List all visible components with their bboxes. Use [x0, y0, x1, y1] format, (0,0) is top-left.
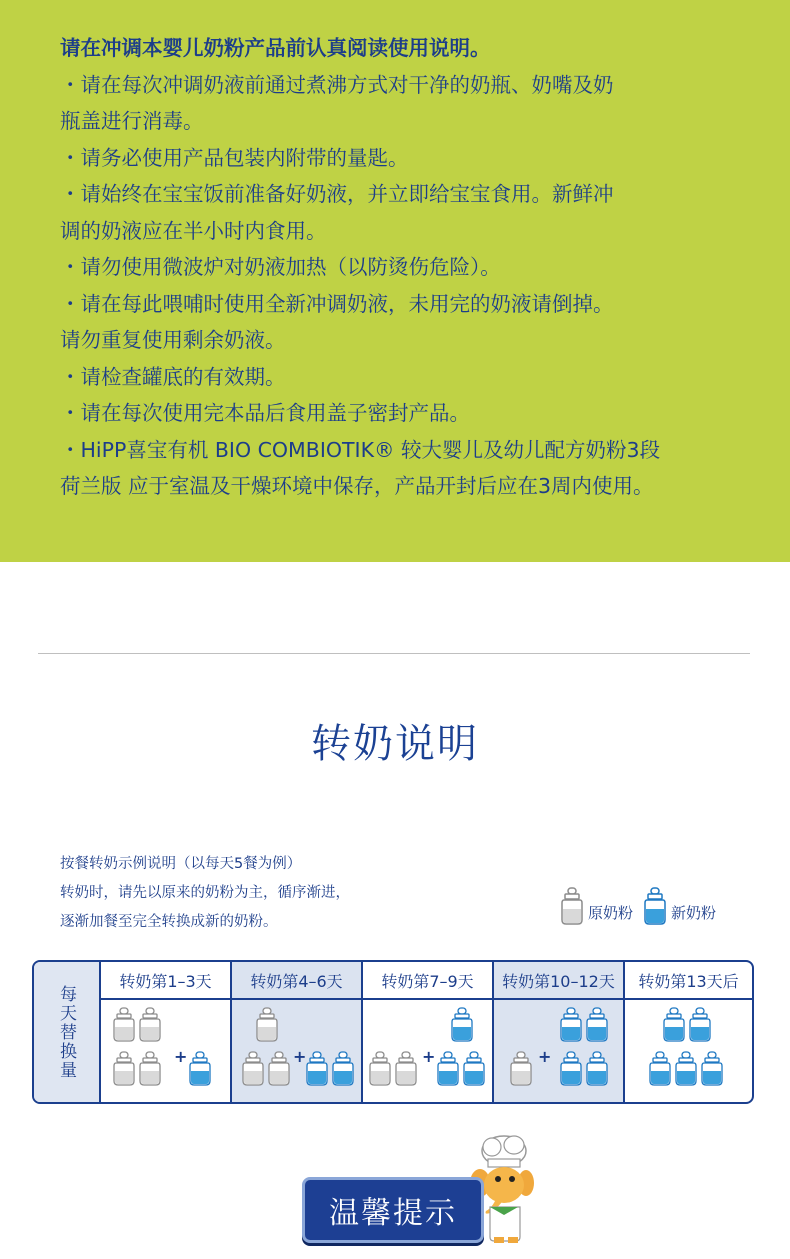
blue-bottle-icon [650, 1052, 670, 1085]
transition-table [32, 960, 754, 1104]
blue-bottle-icon [561, 1052, 581, 1085]
section-divider [38, 653, 750, 654]
instruction-line: 调的奶液应在半小时内食用。 [60, 218, 327, 243]
column-header: 转奶第13天后 [625, 962, 752, 1000]
instruction-line: 瓶盖进行消毒。 [60, 109, 204, 133]
legend-new [643, 887, 716, 925]
legend-old-label: 原奶粉 [588, 904, 634, 922]
blue-bottle-icon [664, 1008, 684, 1041]
table-column [494, 962, 625, 1102]
instruction-line: ・请在每此喂哺时使用全新冲调奶液，未用完的奶液请倒掉。 [60, 291, 614, 316]
instruction-line: ・请在每次使用完本品后食用盖子密封产品。 [60, 401, 470, 425]
bottle-cell [363, 1000, 494, 1102]
column-header: 转奶第10–12天 [494, 962, 623, 1000]
grey-bottle-icon [560, 887, 584, 925]
instructions-heading: 请在冲调本婴儿奶粉产品前认真阅读使用说明。 [60, 36, 491, 60]
blue-bottle-icon [702, 1052, 722, 1085]
section-title: 转奶说明 [311, 721, 479, 767]
grey-bottle-icon [114, 1052, 134, 1085]
blue-bottle-icon [587, 1052, 607, 1085]
blue-bottle-icon [561, 1008, 581, 1041]
instruction-line: ・请勿使用微波炉对奶液加热（以防烫伤危险）。 [60, 255, 501, 279]
blue-bottle-icon [307, 1052, 327, 1085]
grey-bottle-icon [269, 1052, 289, 1085]
instruction-line: ・请务必使用产品包装内附带的量匙。 [60, 145, 409, 170]
instruction-line: 请勿重复使用剩余奶液。 [60, 328, 286, 352]
legend-old [560, 887, 633, 925]
legend [560, 887, 726, 925]
table-column [232, 962, 363, 1102]
blue-bottle-icon [190, 1052, 210, 1085]
blue-bottle-icon [452, 1008, 472, 1041]
blue-bottle-icon [464, 1052, 484, 1085]
blue-bottle-icon [690, 1008, 710, 1041]
column-header: 转奶第7–9天 [363, 962, 492, 1000]
grey-bottle-icon [140, 1008, 160, 1041]
instruction-line: ・请在每次冲调奶液前通过煮沸方式对干净的奶瓶、奶嘴及奶 [60, 72, 614, 97]
table-column [363, 962, 494, 1102]
instruction-line: 荷兰版 应于室温及干燥环境中保存，产品开封后应在3周内使用。 [60, 474, 654, 498]
blue-bottle-icon [643, 887, 667, 925]
blue-bottle-icon [333, 1052, 353, 1085]
blue-bottle-icon [676, 1052, 696, 1085]
bottle-cell [101, 1000, 232, 1102]
instruction-line: ・请检查罐底的有效期。 [60, 364, 286, 389]
grey-bottle-icon [114, 1008, 134, 1041]
blue-bottle-icon [587, 1008, 607, 1041]
row-header [34, 962, 101, 1102]
table-column [101, 962, 232, 1102]
plus-sign: + [174, 1047, 188, 1066]
grey-bottle-icon [140, 1052, 160, 1085]
bottle-cell [625, 1000, 752, 1102]
tip-badge: 温馨提示 [302, 1177, 484, 1243]
row-header-label: 每天替换量 [56, 984, 76, 1080]
grey-bottle-icon [370, 1052, 390, 1085]
instructions-text [60, 30, 750, 505]
intro-line: 转奶时，请先以原来的奶粉为主，循序渐进， [60, 885, 350, 901]
bottle-cell [494, 1000, 625, 1102]
column-header: 转奶第1–3天 [101, 962, 230, 1000]
table-column [625, 962, 752, 1102]
blue-bottle-icon [438, 1052, 458, 1085]
grey-bottle-icon [511, 1052, 531, 1085]
transition-intro [60, 850, 350, 937]
plus-sign: + [538, 1047, 552, 1066]
grey-bottle-icon [396, 1052, 416, 1085]
intro-line: 按餐转奶示例说明（以每天5餐为例） [60, 856, 302, 872]
grey-bottle-icon [243, 1052, 263, 1085]
bottle-cell [232, 1000, 363, 1102]
legend-new-label: 新奶粉 [671, 904, 717, 922]
instruction-line: ・HiPP喜宝有机 BIO COMBIOTIK® 较大婴儿及幼儿配方奶粉3段 [60, 437, 661, 462]
instructions-panel [0, 0, 790, 562]
intro-line: 逐渐加餐至完全转换成新的奶粉。 [60, 914, 278, 930]
plus-sign: + [293, 1047, 307, 1066]
plus-sign: + [422, 1047, 436, 1066]
instruction-line: ・请始终在宝宝饭前准备好奶液，并立即给宝宝食用。新鲜冲 [60, 182, 614, 206]
column-header: 转奶第4–6天 [232, 962, 361, 1000]
grey-bottle-icon [257, 1008, 277, 1041]
